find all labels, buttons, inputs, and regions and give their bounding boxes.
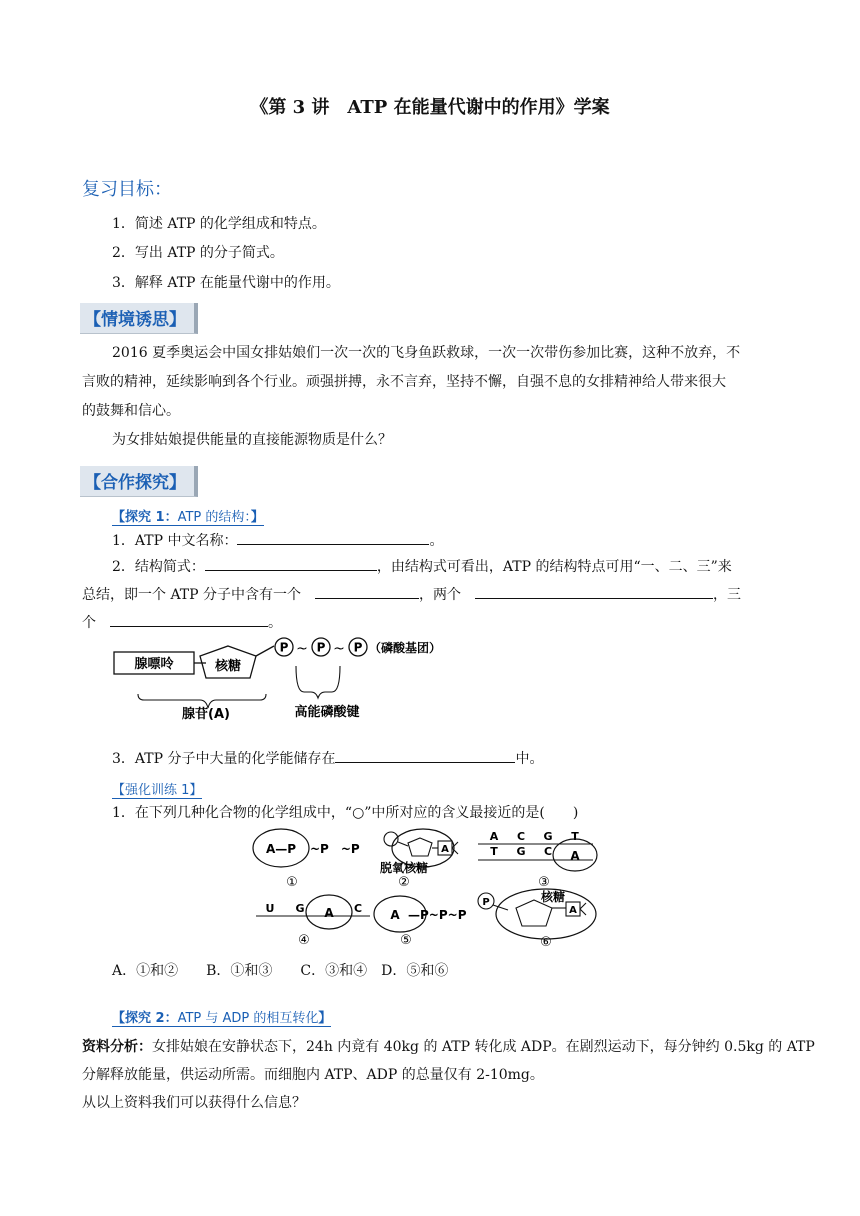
- adenine-label: 腺嘌呤: [134, 657, 174, 672]
- scenario-heading: 【情境诱思】: [80, 303, 198, 334]
- part1-q3: 3．ATP 分子中大量的化学能储存在 中。: [112, 748, 543, 768]
- high-energy-bond-label: 高能磷酸键: [294, 705, 360, 720]
- scenario-line-3: 的鼓舞和信心。: [82, 403, 180, 419]
- svg-text:T: T: [490, 845, 498, 858]
- goal-item-1: 1．简述 ATP 的化学组成和特点。: [112, 216, 326, 232]
- training-question: 1．在下列几种化合物的化学组成中，“○”中所对应的含义最接近的是( ): [112, 805, 579, 821]
- scenario-line-2: 言败的精神，延续影响到各个行业。顽强拼搏，永不言弃，坚持不懈，自强不息的女排精神给人带来很大: [82, 374, 726, 390]
- material-line-1: 资料分析：女排姑娘在安静状态下，24h 内竟有 40kg 的 ATP 转化成 ADP。在剧烈运动下，每分钟约 0.5kg 的 ATP: [82, 1039, 815, 1055]
- blank-structure-formula[interactable]: [205, 556, 377, 571]
- blank-two[interactable]: [475, 584, 713, 599]
- svg-text:P: P: [353, 640, 363, 655]
- ribose-label: 核糖: [214, 659, 242, 674]
- svg-text:G: G: [543, 830, 553, 843]
- svg-text:C: C: [516, 830, 526, 843]
- svg-text:~: ~: [333, 641, 345, 657]
- svg-text:⑤: ⑤: [400, 933, 412, 948]
- part1-heading: 【探究 1：ATP 的结构：】: [112, 506, 264, 526]
- svg-text:④: ④: [298, 933, 310, 948]
- svg-text:A: A: [441, 844, 449, 855]
- part1-q2-line3: 个 。: [82, 612, 282, 632]
- scenario-line-1: 2016 夏季奥运会中国女排姑娘们一次一次的飞身鱼跃救球，一次一次带伤参加比赛，这种不放弃，不: [112, 345, 741, 361]
- blank-three[interactable]: [110, 612, 268, 627]
- part2-heading: 【探究 2：ATP 与 ADP 的相互转化】: [112, 1007, 331, 1027]
- svg-text:C: C: [353, 902, 363, 915]
- svg-text:C: C: [543, 845, 553, 858]
- explore-heading: 【合作探究】: [80, 466, 198, 497]
- svg-text:A—P: A—P: [265, 842, 297, 856]
- phosphate-group-label: （磷酸基团）: [369, 641, 442, 655]
- material-question: 从以上资料我们可以获得什么信息？: [82, 1095, 306, 1111]
- svg-text:T: T: [571, 830, 579, 843]
- svg-text:A: A: [489, 830, 499, 843]
- goals-heading: 复习目标：: [82, 179, 172, 200]
- compounds-figure: [248, 824, 620, 950]
- blank-energy-location[interactable]: [335, 748, 515, 763]
- svg-text:—P~P~P: —P~P~P: [408, 908, 467, 922]
- goal-item-2: 2．写出 ATP 的分子简式。: [112, 245, 284, 261]
- svg-text:P: P: [482, 897, 490, 908]
- ribose-label-6: 核糖: [540, 890, 566, 904]
- svg-text:A: A: [570, 849, 580, 863]
- goal-item-3: 3．解释 ATP 在能量代谢中的作用。: [112, 275, 340, 291]
- svg-text:~P ~P: ~P ~P: [310, 842, 360, 856]
- scenario-heading-box: [80, 303, 198, 334]
- deoxyribose-label: 脱氧核糖: [379, 861, 429, 875]
- scenario-question: 为女排姑娘提供能量的直接能源物质是什么？: [112, 432, 392, 448]
- svg-text:①: ①: [286, 875, 298, 890]
- part1-q2-line2: 总结，即一个 ATP 分子中含有一个 ，两个 ，三: [82, 584, 741, 604]
- page-title: 《第 3 讲 ATP 在能量代谢中的作用》学案: [250, 97, 610, 118]
- svg-text:~: ~: [296, 641, 308, 657]
- svg-text:A: A: [569, 905, 577, 916]
- blank-atp-name[interactable]: [237, 530, 429, 545]
- training-options: A．①和② B．①和③ C．③和④ D．⑤和⑥: [112, 963, 449, 979]
- part1-q2: 2．结构简式： ，由结构式可看出，ATP 的结构特点可用“一、二、三”来: [112, 556, 732, 576]
- bond-brace: [296, 666, 340, 698]
- svg-text:②: ②: [398, 875, 410, 890]
- blank-one[interactable]: [315, 584, 419, 599]
- svg-text:G: G: [516, 845, 526, 858]
- adenosine-label: 腺苷(A): [182, 707, 230, 720]
- explore-heading-box: [80, 466, 198, 497]
- part1-q1: 1．ATP 中文名称： 。: [112, 530, 443, 550]
- atp-structure-diagram: [110, 636, 510, 720]
- svg-text:U: U: [265, 902, 275, 915]
- svg-text:P: P: [316, 640, 326, 655]
- svg-text:A: A: [324, 906, 334, 920]
- material-line-2: 分解释放能量，供运动所需。而细胞内 ATP、ADP 的总量仅有 2-10mg。: [82, 1067, 544, 1083]
- adenosine-brace: [138, 694, 266, 708]
- svg-text:G: G: [295, 902, 305, 915]
- svg-text:⑥: ⑥: [540, 935, 552, 950]
- svg-text:③: ③: [538, 875, 550, 890]
- training-heading: 【强化训练 1】: [112, 779, 202, 799]
- svg-text:P: P: [279, 640, 289, 655]
- svg-text:A: A: [390, 908, 400, 922]
- material-label: 资料分析：: [82, 1039, 152, 1055]
